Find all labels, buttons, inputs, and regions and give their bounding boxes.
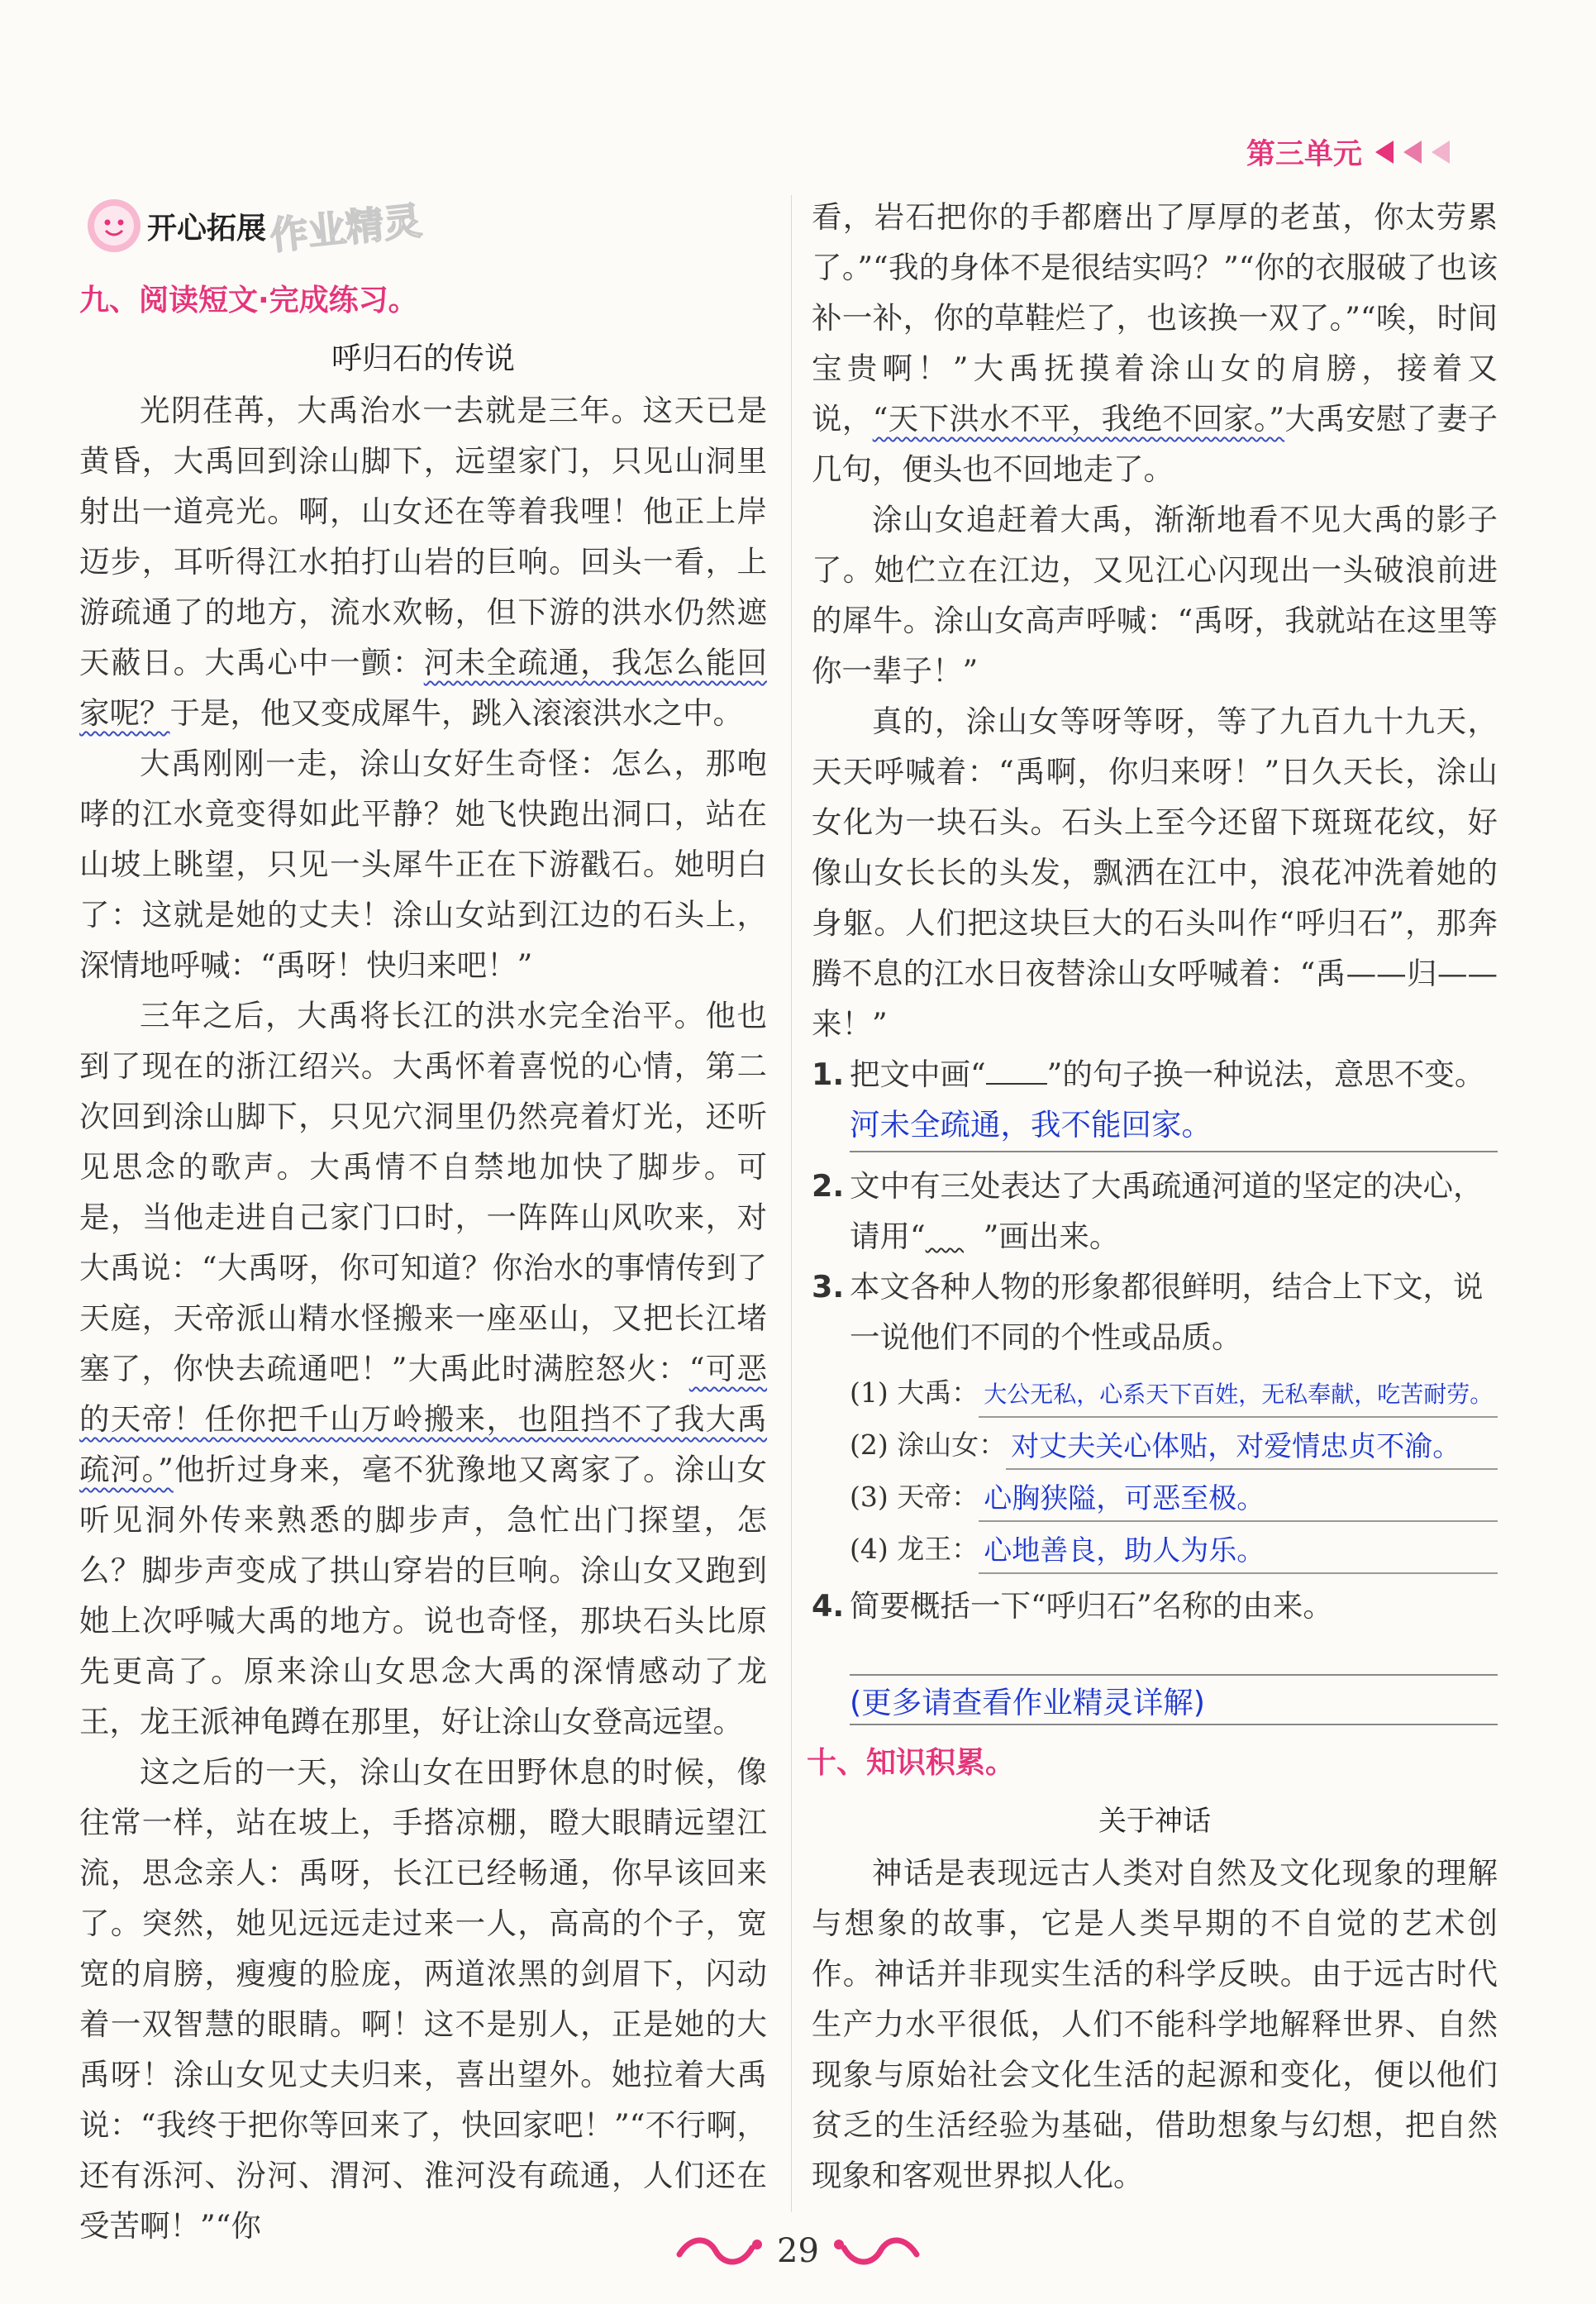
item-tiandi: (3) 天帝： 心胸狭隘，可恶至极。 (850, 1470, 1498, 1522)
story-title: 呼归石的传说 (331, 341, 515, 376)
section-10-heading: 十、知识积累。 (807, 1746, 1016, 1780)
section-9-heading: 九、阅读短文·完成练习。 (79, 284, 418, 317)
answer-4: (更多请查看作业精灵详解) (850, 1685, 1205, 1720)
question-2: 2. 文中有三处表达了大禹疏通河道的坚定的决心，请用“ ”画出来。 (812, 1161, 1498, 1262)
answer-tushannv[interactable]: 对丈夫关心体贴，对爱情忠贞不渝。 (1006, 1425, 1498, 1470)
myth-paragraph: 神话是表现远古人类对自然及文化现象的理解与想象的故事，它是人类早期的不自觉的艺术创作。神话并非现实生活的科学反映。由于远古时代生产力水平很低，人们不能科学地解释世界、自然现象与原始社会文化生活的起源和变化，便以他们贫乏的生活经验为基础，借助想象与幻想，把自然现象和客观世界拟人化。 (812, 1855, 1498, 2193)
paragraph-2: 大禹刚刚一走，涂山女好生奇怪：怎么，那咆哮的江水竟变得如此平静？她飞快跑出洞口，站在山坡上眺望，只见一头犀牛正在下游戳石。她明白了：这就是她的丈夫！涂山女站到江边的石头上，深情地呼喊：“禹呀！快归来吧！” (79, 746, 767, 983)
paragraph-5: 看，岩石把你的手都磨出了厚厚的老茧，你太劳累了。”“我的身体不是很结实吗？”“你的衣服破了也该补一补，你的草鞋烂了，也该换一双了。”“唉，时间宝贵啊！”大禹抚摸着涂山女的肩膀，接着又说，“天下洪水不平，我绝不回家。”大禹安慰了妻子几句，便头也不回地走了。 (812, 199, 1498, 487)
question-1: 1. 把文中画“ ”的句子换一种说法，意思不变。 河未全疏通，我不能回家。 (812, 1049, 1498, 1152)
right-swirl-icon (831, 2233, 922, 2269)
column-divider (791, 195, 792, 2212)
wavy-sentence-2: “可恶的天帝！任你把千山万岭搬来，也阻挡不了我大禹疏河。” (79, 1351, 767, 1487)
wavy-sentence-3: “天下洪水不平，我绝不回家。” (872, 401, 1285, 436)
page-number: 29 (777, 2232, 819, 2270)
item-dayu: (1) 大禹： 大公无私，心系天下百姓，无私奉献，吃苦耐劳。 (850, 1366, 1498, 1418)
myth-title: 关于神话 (1098, 1805, 1211, 1838)
paragraph-4: 这之后的一天，涂山女在田野休息的时候，像往常一样，站在坡上，手搭凉棚，瞪大眼睛远望江流，思念亲人：禹呀，长江已经畅通，你早该回来了。突然，她见远远走过来一人，高高的个子，宽宽的肩膀，瘦瘦的脸庞，两道浓黑的剑眉下，闪动着一双智慧的眼睛。啊！这不是别人，正是她的大禹呀！涂山女见丈夫归来，喜出望外。她拉着大禹说：“我终于把你等回来了，快回家吧！”“不行啊，还有泺河、汾河、渭河、淮河没有疏通，人们还在受苦啊！”“你 (79, 1754, 767, 2244)
section-badge (86, 197, 424, 259)
answer-tiandi[interactable]: 心胸狭隘，可恶至极。 (979, 1477, 1498, 1522)
left-swirl-icon (674, 2233, 765, 2269)
right-column (807, 192, 1498, 2201)
question-4: 4. 简要概括一下“呼归石”名称的由来。 (更多请查看作业精灵详解) (812, 1581, 1498, 1725)
answer-4-line-1[interactable] (850, 1631, 1498, 1676)
smiley-icon (86, 198, 142, 254)
wavy-line-marker (926, 1211, 984, 1262)
answer-longwang[interactable]: 心地善良，助人为乐。 (979, 1529, 1498, 1574)
triple-arrow-icon (1370, 138, 1461, 166)
answer-dayu[interactable]: 大公无私，心系天下百姓，无私奉献，吃苦耐劳。 (979, 1373, 1498, 1418)
paragraph-3: 三年之后，大禹将长江的洪水完全治平。他也到了现在的浙江绍兴。大禹怀着喜悦的心情，第二次回到涂山脚下，只见穴洞里仍然亮着灯光，还听见思念的歌声。大禹情不自禁地加快了脚步。可是，当他走进自己家门口时，一阵阵山风吹来，对大禹说：“大禹呀，你可知道？你治水的事情传到了天庭，天帝派山精水怪搬来一座巫山，又把长江堵塞了，你快去疏通吧！”大禹此时满腔怒火：“可恶的天帝！任你把千山万岭搬来，也阻挡不了我大禹疏河。”他折过身来，毫不犹豫地又离家了。涂山女听见洞外传来熟悉的脚步声，急忙出门探望，怎么？脚步声变成了拱山穿岩的巨响。涂山女又跑到她上次呼喊大禹的地方。说也奇怪，那块石头比原先更高了。原来涂山女思念大禹的深情感动了龙王，龙王派神龟蹲在那里，好让涂山女登高远望。 (79, 998, 767, 1739)
paragraph-7: 真的，涂山女等呀等呀，等了九百九十九天，天天呼喊着：“禹啊，你归来呀！”日久天长，涂山女化为一块石头。石头上至今还留下斑斑花纹，好像山女长长的头发，飘洒在江中，浪花冲洗着她的身躯。人们把这块巨大的石头叫作“呼归石”，那奔腾不息的江水日夜替涂山女呼喊着：“禹——归——来！” (812, 704, 1498, 1042)
answer-4-line-2[interactable] (850, 1676, 1498, 1725)
answer-1: 河未全疏通，我不能回家。 (850, 1107, 1212, 1142)
badge-label: 开心拓展 (147, 211, 267, 246)
unit-label: 第三单元 (1246, 138, 1363, 171)
paragraph-6: 涂山女追赶着大禹，渐渐地看不见大禹的影子了。她伫立在江边，又见江心闪现出一头破浪前进的犀牛。涂山女高声呼喊：“禹呀，我就站在这里等你一辈子！” (812, 502, 1498, 689)
question-3-items (850, 1366, 1498, 1574)
item-tushannv: (2) 涂山女： 对丈夫关心体贴，对爱情忠贞不渝。 (850, 1418, 1498, 1470)
paragraph-1: 光阴荏苒，大禹治水一去就是三年。这天已是黄昏，大禹回到涂山脚下，远望家门，只见山洞里射出一道亮光。啊，山女还在等着我哩！他正上岸迈步，耳听得江水拍打山岩的巨响。回头一看，上游疏通了的地方，流水欢畅，但下游的洪水仍然遮天蔽日。大禹心中一颤：河未全疏通，我怎么能回家呢？于是，他又变成犀牛，跳入滚滚洪水之中。 (79, 393, 768, 731)
left-column (79, 273, 767, 2251)
watermark: 作业精灵 (268, 198, 424, 259)
answer-1-line[interactable] (850, 1100, 1498, 1152)
wavy-sentence-1: 河未全疏通，我怎么能回家呢？ (79, 645, 768, 731)
page-header (1246, 129, 1503, 175)
item-longwang: (4) 龙王： 心地善良，助人为乐。 (850, 1522, 1498, 1574)
page-footer (0, 2232, 1596, 2270)
question-3: 3. 本文各种人物的形象都很鲜明，结合上下文，说一说他们不同的个性或品质。 (1) 大禹： 大公无私，心系天下百姓，无私奉献，吃苦耐劳。 (2) 涂山女： 对丈夫关心体贴，对爱情忠贞不渝。 (3) 天帝： 心胸狭隘，可恶至极。 (4) 龙王： 心地善良，助人为乐。 (812, 1262, 1498, 1574)
straight-line-marker (986, 1061, 1047, 1085)
